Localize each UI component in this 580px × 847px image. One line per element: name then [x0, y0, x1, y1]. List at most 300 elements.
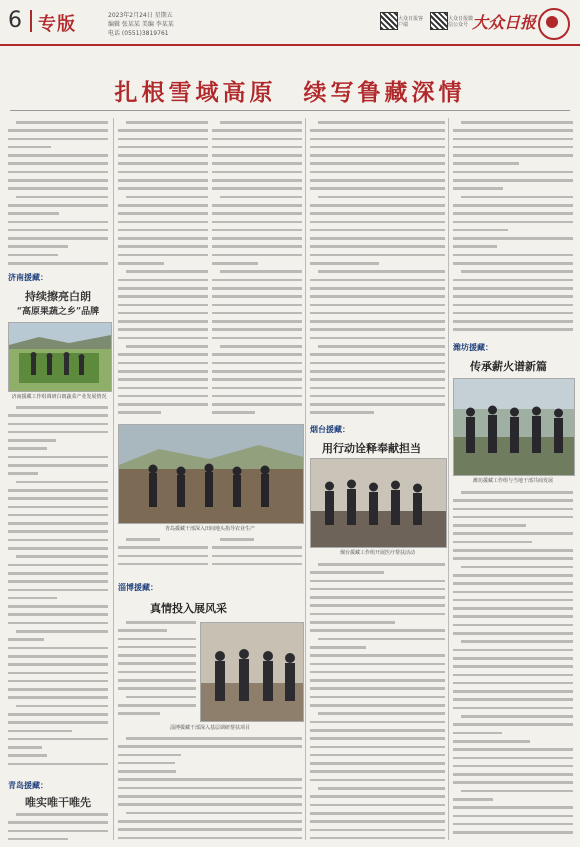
text-line — [310, 593, 445, 601]
text-line — [8, 602, 108, 610]
text-line — [453, 151, 573, 159]
text-line — [118, 709, 196, 717]
text-line — [310, 618, 445, 626]
text-line — [118, 552, 208, 560]
text-line — [118, 126, 208, 134]
text-line — [453, 745, 573, 753]
text-line — [453, 563, 573, 571]
text-line — [118, 784, 302, 792]
text-line — [212, 392, 302, 400]
text-line — [8, 218, 108, 226]
text-line — [118, 350, 208, 358]
text-line — [8, 503, 108, 511]
text-line — [8, 669, 108, 677]
text-line — [212, 176, 302, 184]
text-line — [453, 496, 573, 504]
text-line — [118, 792, 302, 800]
text-line — [8, 552, 108, 560]
text-line — [310, 610, 445, 618]
text-line — [118, 184, 208, 192]
photo-caption-weifang: 潍坊援藏工作组与当地干部共商发展 — [472, 478, 553, 484]
section-tag-weifang: 潍坊援藏： — [453, 343, 493, 352]
text-line — [118, 560, 208, 568]
article-text — [118, 118, 208, 418]
text-line — [8, 702, 108, 710]
text-line — [453, 596, 573, 604]
text-line — [212, 359, 302, 367]
text-line — [310, 660, 445, 668]
text-line — [453, 612, 573, 620]
text-line — [453, 720, 573, 728]
text-line — [118, 701, 196, 709]
text-line — [453, 234, 573, 242]
text-line — [453, 621, 573, 629]
text-line — [453, 820, 573, 828]
text-line — [118, 817, 302, 825]
text-line — [8, 428, 108, 436]
text-line — [310, 668, 445, 676]
text-line — [118, 734, 302, 742]
photo-qingdao — [118, 424, 304, 524]
qr-code-icon — [380, 12, 398, 30]
text-line — [310, 301, 445, 309]
section-tag-qingdao: 青岛援藏： — [8, 781, 48, 790]
text-line — [310, 209, 445, 217]
column-divider — [113, 118, 114, 840]
section-title-jinan-1: 持续擦亮白朗 — [25, 290, 91, 303]
text-line — [310, 718, 445, 726]
section-title-zibo: 真情投入展风采 — [150, 602, 227, 615]
text-line — [8, 159, 108, 167]
page-number-divider — [30, 10, 32, 32]
text-line — [212, 168, 302, 176]
text-line — [8, 577, 108, 585]
text-line — [310, 242, 445, 250]
text-line — [118, 825, 302, 833]
text-line — [118, 751, 302, 759]
text-line — [310, 334, 445, 342]
text-line — [453, 712, 573, 720]
text-line — [8, 461, 108, 469]
text-line — [118, 118, 208, 126]
text-line — [118, 635, 196, 643]
text-line — [118, 759, 302, 767]
text-line — [8, 594, 108, 602]
text-line — [310, 375, 445, 383]
phone-line: 电话 (0551)3819761 — [108, 30, 169, 37]
text-line — [8, 735, 108, 743]
text-line — [212, 325, 302, 333]
text-line — [118, 309, 208, 317]
section-tag-zibo: 淄博援藏： — [118, 583, 158, 592]
text-line — [310, 259, 445, 267]
text-line — [310, 784, 445, 792]
text-line — [8, 478, 108, 486]
text-line — [310, 801, 445, 809]
section-title-qingdao: 唯实唯干唯先 — [25, 796, 91, 809]
text-line — [310, 635, 445, 643]
text-line — [453, 637, 573, 645]
text-line — [8, 486, 108, 494]
text-line — [310, 325, 445, 333]
newspaper-logo-icon — [538, 8, 570, 40]
text-line — [453, 259, 573, 267]
text-line — [453, 770, 573, 778]
text-line — [310, 817, 445, 825]
text-line — [453, 159, 573, 167]
text-line — [310, 251, 445, 259]
text-line — [8, 810, 108, 818]
text-line — [118, 543, 208, 551]
article-text — [8, 118, 108, 268]
text-line — [212, 151, 302, 159]
text-line — [118, 626, 196, 634]
text-line — [310, 151, 445, 159]
text-line — [453, 828, 573, 836]
text-line — [310, 759, 445, 767]
text-line — [8, 242, 108, 250]
text-line — [212, 350, 302, 358]
text-line — [453, 679, 573, 687]
text-line — [8, 561, 108, 569]
text-line — [453, 646, 573, 654]
text-line — [310, 118, 445, 126]
text-line — [118, 834, 302, 842]
text-line — [453, 795, 573, 803]
text-line — [212, 560, 302, 568]
text-line — [453, 704, 573, 712]
text-line — [310, 560, 445, 568]
text-line — [118, 226, 208, 234]
text-line — [8, 569, 108, 577]
text-line — [453, 226, 573, 234]
newspaper-brand: 大众日报 — [471, 13, 536, 32]
photo-jinan — [8, 322, 112, 392]
text-line — [310, 809, 445, 817]
text-line — [118, 676, 196, 684]
text-line — [212, 193, 302, 201]
text-line — [453, 629, 573, 637]
section-tag-jinan: 济南援藏： — [8, 273, 48, 282]
text-line — [310, 400, 445, 408]
text-line — [118, 135, 208, 143]
text-line — [212, 384, 302, 392]
text-line — [118, 168, 208, 176]
text-line — [8, 201, 108, 209]
text-line — [8, 411, 108, 419]
text-line — [118, 400, 208, 408]
text-line — [212, 135, 302, 143]
text-line — [310, 317, 445, 325]
text-line — [453, 754, 573, 762]
text-line — [8, 660, 108, 668]
text-line — [8, 693, 108, 701]
text-line — [8, 168, 108, 176]
text-line — [118, 301, 208, 309]
text-line — [118, 408, 208, 416]
text-line — [8, 751, 108, 759]
text-line — [310, 342, 445, 350]
text-line — [118, 292, 208, 300]
text-line — [453, 126, 573, 134]
text-line — [453, 579, 573, 587]
text-line — [310, 767, 445, 775]
text-line — [118, 742, 302, 750]
text-line — [212, 143, 302, 151]
text-line — [118, 209, 208, 217]
text-line — [8, 259, 108, 267]
text-line — [212, 276, 302, 284]
text-line — [8, 151, 108, 159]
text-line — [310, 743, 445, 751]
text-line — [118, 325, 208, 333]
text-line — [118, 276, 208, 284]
text-line — [8, 436, 108, 444]
text-line — [8, 652, 108, 660]
text-line — [8, 251, 108, 259]
text-line — [453, 671, 573, 679]
text-line — [453, 143, 573, 151]
text-line — [118, 251, 208, 259]
text-line — [212, 284, 302, 292]
text-line — [453, 488, 573, 496]
text-line — [118, 151, 208, 159]
text-line — [118, 234, 208, 242]
text-line — [212, 159, 302, 167]
text-line — [453, 193, 573, 201]
text-line — [453, 588, 573, 596]
text-line — [118, 659, 196, 667]
text-line — [310, 408, 445, 416]
text-line — [8, 610, 108, 618]
text-line — [8, 226, 108, 234]
text-line — [118, 359, 208, 367]
text-line — [212, 334, 302, 342]
text-line — [118, 242, 208, 250]
text-line — [118, 193, 208, 201]
text-line — [118, 143, 208, 151]
text-line — [310, 367, 445, 375]
text-line — [453, 325, 573, 333]
text-line — [8, 234, 108, 242]
article-text — [310, 560, 445, 843]
text-line — [310, 267, 445, 275]
text-line — [8, 494, 108, 502]
text-line — [118, 284, 208, 292]
text-line — [453, 803, 573, 811]
text-line — [310, 276, 445, 284]
text-line — [453, 662, 573, 670]
text-line — [8, 743, 108, 751]
text-line — [310, 626, 445, 634]
text-line — [118, 668, 196, 676]
text-line — [453, 538, 573, 546]
text-line — [310, 392, 445, 400]
text-line — [453, 571, 573, 579]
text-line — [453, 284, 573, 292]
text-line — [212, 126, 302, 134]
column-divider — [305, 118, 306, 840]
text-line — [118, 643, 196, 651]
text-line — [118, 809, 302, 817]
text-line — [310, 226, 445, 234]
text-line — [453, 687, 573, 695]
text-line — [118, 176, 208, 184]
text-line — [8, 685, 108, 693]
main-headline: 扎根雪域高原 续写鲁藏深情 — [114, 79, 466, 106]
text-line — [310, 684, 445, 692]
text-line — [453, 737, 573, 745]
qr-label-client: 大众日报客户端 — [398, 16, 424, 28]
text-line — [453, 242, 573, 250]
text-line — [212, 317, 302, 325]
text-line — [8, 527, 108, 535]
text-line — [118, 535, 208, 543]
text-line — [310, 676, 445, 684]
editor-line: 编辑 张某某 美编 李某某 — [108, 21, 174, 28]
photo-caption-jinan: 济南援藏工作组调研白朗蔬菜产业发展情况 — [11, 394, 107, 400]
text-line — [310, 651, 445, 659]
text-line — [453, 201, 573, 209]
text-line — [453, 184, 573, 192]
section-tag-yantai: 烟台援藏： — [310, 425, 350, 434]
article-text — [453, 118, 573, 338]
headline-rule — [10, 110, 570, 111]
text-line — [212, 535, 302, 543]
text-line — [8, 511, 108, 519]
text-line — [453, 762, 573, 770]
text-line — [310, 709, 445, 717]
text-line — [453, 309, 573, 317]
text-line — [8, 536, 108, 544]
text-line — [310, 751, 445, 759]
article-text — [212, 535, 302, 575]
text-line — [453, 505, 573, 513]
text-line — [212, 209, 302, 217]
text-line — [118, 384, 208, 392]
text-line — [310, 792, 445, 800]
text-line — [310, 776, 445, 784]
text-line — [310, 159, 445, 167]
text-line — [118, 201, 208, 209]
text-line — [310, 643, 445, 651]
article-text — [118, 535, 208, 575]
column-divider — [448, 118, 449, 840]
text-line — [8, 627, 108, 635]
text-line — [8, 209, 108, 217]
text-line — [118, 651, 196, 659]
text-line — [118, 267, 208, 275]
text-line — [212, 375, 302, 383]
text-line — [310, 726, 445, 734]
text-line — [118, 334, 208, 342]
text-line — [8, 818, 108, 826]
text-line — [453, 778, 573, 786]
text-line — [310, 568, 445, 576]
text-line — [310, 350, 445, 358]
text-line — [8, 718, 108, 726]
section-title-jinan-2: “高原果蔬之乡”品牌 — [16, 307, 100, 317]
text-line — [118, 375, 208, 383]
page-number: 6 — [8, 8, 22, 33]
text-line — [212, 226, 302, 234]
text-line — [453, 209, 573, 217]
text-line — [310, 585, 445, 593]
page-header — [0, 0, 580, 46]
text-line — [310, 193, 445, 201]
text-line — [453, 292, 573, 300]
article-text — [118, 618, 196, 718]
text-line — [453, 135, 573, 143]
text-line — [8, 135, 108, 143]
text-line — [8, 760, 108, 768]
article-text — [453, 488, 573, 843]
text-line — [118, 342, 208, 350]
text-line — [310, 734, 445, 742]
text-line — [453, 267, 573, 275]
article-text — [8, 403, 108, 775]
article-text — [8, 810, 108, 844]
text-line — [212, 259, 302, 267]
qr-label-wechat: 大众日报微信公众号 — [448, 16, 474, 28]
text-line — [118, 775, 302, 783]
text-line — [212, 400, 302, 408]
text-line — [8, 176, 108, 184]
text-line — [118, 767, 302, 775]
text-line — [453, 513, 573, 521]
text-line — [118, 218, 208, 226]
text-line — [453, 654, 573, 662]
date-line: 2023年2月24日 星期五 — [108, 12, 173, 19]
text-line — [310, 309, 445, 317]
photo-caption-zibo: 淄博援藏干部深入基层调研帮扶项目 — [169, 725, 250, 731]
text-line — [118, 159, 208, 167]
text-line — [8, 193, 108, 201]
article-text — [310, 118, 445, 418]
text-line — [453, 521, 573, 529]
text-line — [8, 453, 108, 461]
text-line — [310, 218, 445, 226]
text-line — [8, 544, 108, 552]
text-line — [8, 444, 108, 452]
text-line — [453, 695, 573, 703]
text-line — [310, 292, 445, 300]
text-line — [212, 267, 302, 275]
text-line — [8, 586, 108, 594]
text-line — [8, 118, 108, 126]
text-line — [453, 812, 573, 820]
text-line — [310, 384, 445, 392]
text-line — [453, 176, 573, 184]
text-line — [118, 317, 208, 325]
text-line — [8, 710, 108, 718]
text-line — [8, 635, 108, 643]
text-line — [212, 118, 302, 126]
text-line — [8, 403, 108, 411]
text-line — [453, 276, 573, 284]
text-line — [310, 577, 445, 585]
text-line — [310, 701, 445, 709]
text-line — [118, 367, 208, 375]
photo-yantai — [310, 458, 447, 548]
text-line — [453, 168, 573, 176]
text-line — [453, 546, 573, 554]
text-line — [212, 184, 302, 192]
text-line — [8, 184, 108, 192]
text-line — [310, 284, 445, 292]
text-line — [8, 143, 108, 151]
text-line — [212, 301, 302, 309]
